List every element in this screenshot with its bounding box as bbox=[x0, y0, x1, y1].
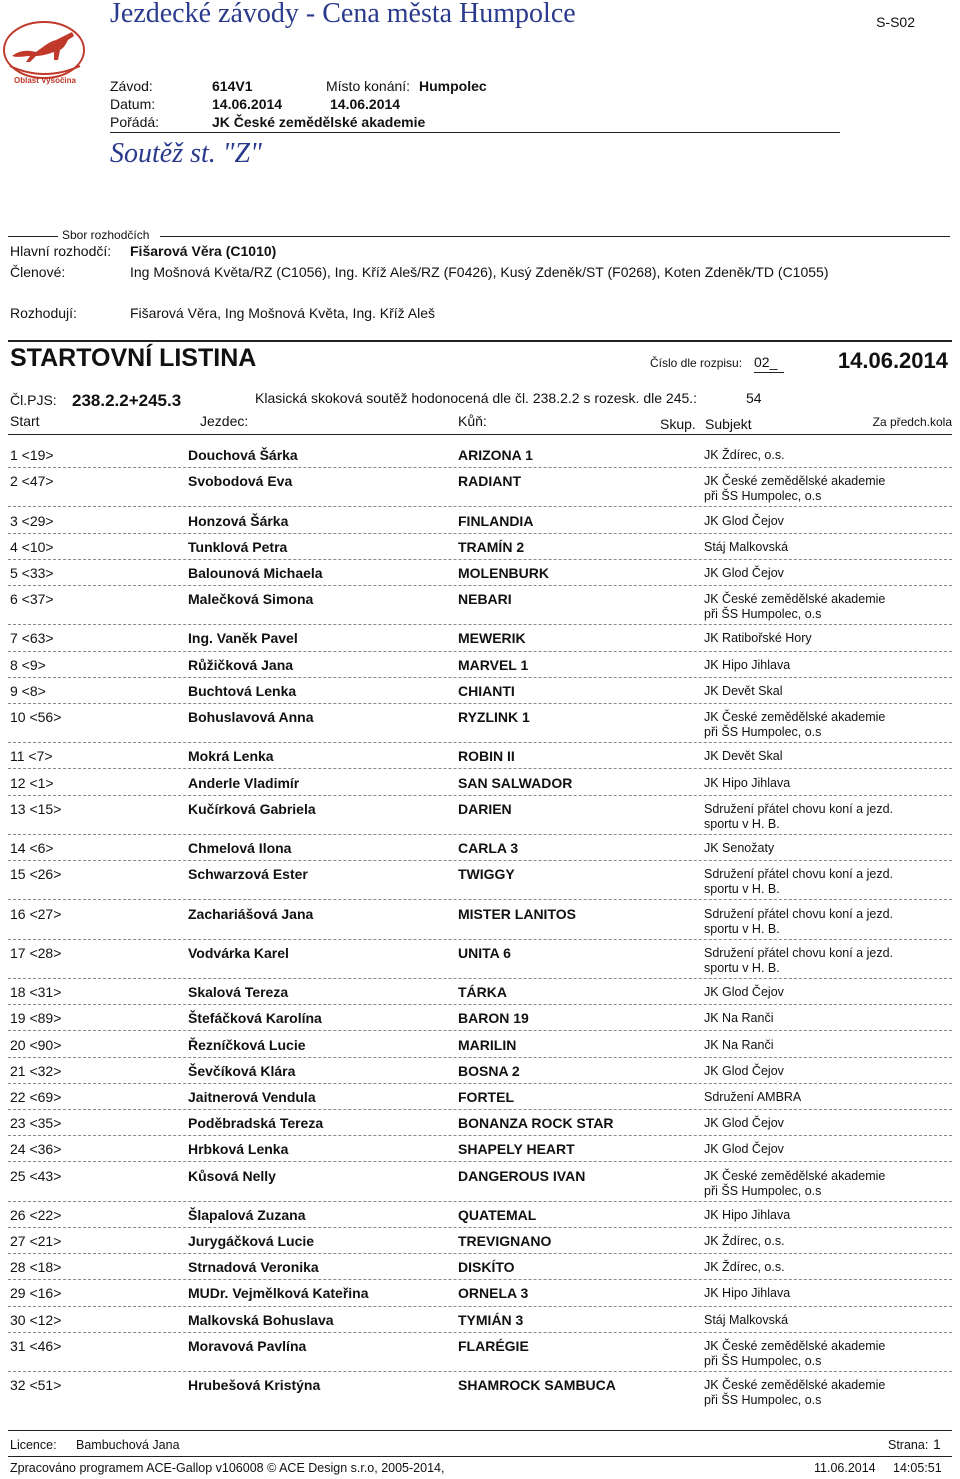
start-number: 17 <28> bbox=[10, 944, 62, 961]
rider-name: Malkovská Bohuslava bbox=[188, 1311, 334, 1328]
club-name bbox=[704, 631, 812, 646]
horse-name: BOSNA 2 bbox=[458, 1062, 520, 1079]
club-line: JK České zemědělské akademie bbox=[704, 710, 886, 724]
software-credit: Zpracováno programem ACE-Gallop v106008 © ACE Design s.r.o, 2005-2014, bbox=[10, 1461, 445, 1475]
rider-name: Strnadová Veronika bbox=[188, 1259, 319, 1276]
rider-name: Malečková Simona bbox=[188, 591, 314, 608]
club-line: sportu v H. B. bbox=[704, 960, 780, 975]
club-name bbox=[704, 1169, 885, 1199]
horse-name: MEWERIK bbox=[458, 630, 526, 647]
rider-name: Šlapalová Zuzana bbox=[188, 1206, 306, 1223]
print-date: 11.06.2014 bbox=[814, 1461, 876, 1475]
horse-name: TYMIÁN 3 bbox=[458, 1311, 524, 1328]
horse-name: DISKÍTO bbox=[458, 1259, 515, 1276]
club-name bbox=[704, 1286, 790, 1301]
start-number: 25 <43> bbox=[10, 1167, 62, 1184]
row-divider bbox=[8, 1201, 952, 1202]
svg-text:Oblast Vysočina: Oblast Vysočina bbox=[14, 76, 76, 85]
club-name bbox=[704, 1234, 785, 1249]
row-divider bbox=[8, 1279, 952, 1280]
row-divider bbox=[8, 585, 952, 586]
club-line: JK České zemědělské akademie bbox=[704, 474, 886, 489]
horse-name: ROBIN II bbox=[458, 748, 515, 765]
row-divider bbox=[8, 742, 952, 743]
row-divider bbox=[8, 1030, 952, 1031]
row-divider bbox=[8, 651, 952, 652]
rider-name: Vodvárka Karel bbox=[188, 944, 289, 961]
porada-value: JK České zemědělské akademie bbox=[212, 114, 426, 130]
competition-description: Klasická skoková soutěž hodonocená dle čl. 238.2.2 s rozesk. dle 245.: bbox=[255, 390, 698, 406]
row-divider bbox=[8, 795, 952, 796]
rider-name: Bohuslavová Anna bbox=[188, 709, 314, 725]
horse-name: CHIANTI bbox=[458, 682, 515, 699]
club-line: JK České zemědělské akademie bbox=[704, 1338, 886, 1353]
rider-name: Svobodová Eva bbox=[188, 473, 293, 490]
row-divider bbox=[8, 768, 952, 769]
start-number: 21 <32> bbox=[10, 1062, 62, 1079]
rider-name: Skalová Tereza bbox=[188, 984, 289, 1001]
datum-label: Datum: bbox=[110, 96, 156, 112]
row-divider bbox=[8, 467, 952, 468]
start-number: 16 <27> bbox=[10, 905, 62, 922]
col-previous: Za předch.kola bbox=[872, 415, 952, 429]
start-number: 2 <47> bbox=[10, 473, 54, 490]
row-divider bbox=[8, 1253, 952, 1254]
row-divider bbox=[8, 1332, 952, 1333]
col-subject: Subjekt bbox=[705, 416, 752, 432]
club-line: JK Na Ranči bbox=[704, 1037, 774, 1052]
start-number: 28 <18> bbox=[10, 1259, 62, 1276]
row-divider bbox=[8, 834, 952, 835]
club-name bbox=[704, 1090, 801, 1105]
horse-name: BARON 19 bbox=[458, 1010, 529, 1027]
club-name bbox=[704, 592, 885, 622]
start-number: 1 <19> bbox=[10, 447, 54, 463]
horse-name: QUATEMAL bbox=[458, 1206, 537, 1223]
rider-name: Řezníčková Lucie bbox=[188, 1036, 306, 1053]
club-name bbox=[704, 514, 784, 529]
club-line: JK Hipo Jihlava bbox=[704, 1207, 791, 1222]
start-number: 24 <36> bbox=[10, 1141, 62, 1158]
rider-name: Chmelová Ilona bbox=[188, 840, 292, 856]
startlist-date: 14.06.2014 bbox=[837, 348, 948, 373]
start-number: 18 <31> bbox=[10, 984, 62, 1001]
row-divider bbox=[8, 533, 952, 534]
club-line: při ŠS Humpolec, o.s bbox=[704, 607, 822, 622]
club-line: JK Hipo Jihlava bbox=[704, 1286, 791, 1301]
club-line: JK Glod Čejov bbox=[704, 1116, 784, 1131]
start-number: 20 <90> bbox=[10, 1036, 62, 1053]
rider-name: Ing. Vaněk Pavel bbox=[188, 630, 298, 647]
main-judge-value: Fišarová Věra (C1010) bbox=[130, 243, 277, 259]
horse-name: ORNELA 3 bbox=[458, 1285, 529, 1302]
start-number: 11 <7> bbox=[10, 748, 53, 765]
members-value: Ing Mošnová Květa/RZ (C1056), Ing. Kříž Aleš/RZ (F0426), Kusý Zdeněk/ST (F0268), Koten Zdeněk/TD (C1055) bbox=[130, 264, 829, 280]
club-line: JK Ratibořské Hory bbox=[704, 631, 812, 646]
horse-name: DARIEN bbox=[458, 800, 512, 817]
horse-name: TÁRKA bbox=[458, 984, 507, 1001]
row-divider bbox=[8, 978, 952, 979]
club-name bbox=[704, 802, 893, 832]
print-time: 14:05:51 bbox=[893, 1461, 942, 1475]
rider-name: Zachariášová Jana bbox=[188, 905, 314, 922]
row-divider bbox=[8, 939, 952, 940]
rider-name: Moravová Pavlína bbox=[188, 1337, 307, 1354]
page-title: Jezdecké závody - Cena města Humpolce bbox=[110, 0, 576, 29]
rider-name: Kučírková Gabriela bbox=[188, 800, 316, 817]
row-divider bbox=[8, 624, 952, 625]
rider-name: Hrbková Lenka bbox=[188, 1141, 289, 1158]
zavod-value: 614V1 bbox=[212, 78, 253, 94]
rider-name: Štefáčková Karolína bbox=[188, 1010, 322, 1027]
club-name bbox=[704, 1260, 785, 1275]
row-divider bbox=[8, 703, 952, 704]
club-name bbox=[704, 710, 885, 740]
start-number: 9 <8> bbox=[10, 682, 46, 699]
row-divider bbox=[8, 899, 952, 900]
club-line: při ŠS Humpolec, o.s bbox=[704, 489, 822, 504]
horse-name: MISTER LANITOS bbox=[458, 905, 576, 922]
horse-name: SAN SALWADOR bbox=[458, 774, 573, 791]
club-line: Sdružení přátel chovu koní a jezd. bbox=[704, 945, 894, 960]
start-number: 4 <10> bbox=[10, 538, 54, 555]
col-group: Skup. bbox=[660, 416, 696, 432]
row-divider bbox=[8, 677, 952, 678]
club-line: při ŠS Humpolec, o.s bbox=[704, 1353, 822, 1368]
rider-name: Kůsová Nelly bbox=[188, 1167, 276, 1184]
row-divider bbox=[8, 1109, 952, 1110]
horse-name: NEBARI bbox=[458, 591, 512, 608]
start-number: 15 <26> bbox=[10, 866, 62, 883]
club-line: při ŠS Humpolec, o.s bbox=[704, 725, 822, 739]
club-name bbox=[704, 1011, 773, 1026]
club-line: Sdružení přátel chovu koní a jezd. bbox=[704, 867, 894, 882]
startlist-heading: STARTOVNÍ LISTINA bbox=[10, 344, 257, 372]
horse-name: TWIGGY bbox=[458, 866, 515, 883]
club-name bbox=[704, 985, 784, 1000]
zavod-label: Závod: bbox=[110, 78, 153, 94]
club-line: JK Na Ranči bbox=[704, 1011, 774, 1026]
document-code: S-S02 bbox=[876, 14, 915, 30]
misto-value: Humpolec bbox=[419, 78, 487, 94]
row-divider bbox=[8, 1161, 952, 1162]
start-number: 6 <37> bbox=[10, 591, 54, 608]
pjs-value: 238.2.2+245.3 bbox=[72, 391, 182, 410]
rider-name: Jaitnerová Vendula bbox=[188, 1088, 316, 1105]
club-name bbox=[704, 1339, 885, 1369]
horse-name: MOLENBURK bbox=[458, 564, 549, 581]
rider-name: Růžičková Jana bbox=[188, 656, 294, 673]
horse-name: TRAMÍN 2 bbox=[458, 538, 525, 555]
rider-name: Hrubešová Kristýna bbox=[188, 1377, 321, 1394]
start-number: 8 <9> bbox=[10, 656, 46, 673]
row-divider bbox=[8, 1004, 952, 1005]
club-line: JK Ždírec, o.s. bbox=[704, 1234, 785, 1248]
rider-name: Poděbradská Tereza bbox=[188, 1115, 324, 1132]
page-label: Strana: bbox=[888, 1438, 929, 1452]
horse-name: SHAMROCK SAMBUCA bbox=[458, 1377, 616, 1394]
horse-name: ARIZONA 1 bbox=[458, 447, 533, 463]
club-line: při ŠS Humpolec, o.s bbox=[704, 1393, 822, 1408]
row-divider bbox=[8, 1227, 952, 1228]
club-line: sportu v H. B. bbox=[704, 882, 780, 897]
rozpis-number-value: 02_ bbox=[754, 354, 778, 370]
col-rider: Jezdec: bbox=[200, 413, 249, 429]
start-number: 32 <51> bbox=[10, 1377, 62, 1394]
club-name bbox=[704, 1116, 784, 1131]
club-name bbox=[704, 474, 885, 504]
licence-label: Licence: bbox=[10, 1438, 57, 1452]
start-number: 22 <69> bbox=[10, 1088, 62, 1105]
rider-name: Buchtová Lenka bbox=[188, 682, 297, 699]
club-line: JK Glod Čejov bbox=[704, 513, 784, 528]
club-name bbox=[704, 448, 785, 463]
club-name bbox=[704, 776, 790, 791]
club-line: JK České zemědělské akademie bbox=[704, 592, 886, 607]
row-divider bbox=[8, 1306, 952, 1307]
club-line: při ŠS Humpolec, o.s bbox=[704, 1183, 822, 1198]
members-label: Členové: bbox=[10, 264, 66, 280]
rider-name: Ševčíková Klára bbox=[188, 1062, 296, 1079]
row-divider bbox=[8, 506, 952, 507]
start-number: 29 <16> bbox=[10, 1285, 62, 1302]
club-line: JK Devět Skal bbox=[704, 683, 783, 698]
club-name bbox=[704, 1064, 784, 1079]
club-name bbox=[704, 749, 783, 764]
rider-name: MUDr. Vejmělková Kateřina bbox=[188, 1285, 369, 1302]
club-name bbox=[704, 566, 784, 581]
misto-label: Místo konání: bbox=[326, 78, 411, 94]
horse-name: TREVIGNANO bbox=[458, 1233, 552, 1249]
page-value: 1 bbox=[933, 1436, 941, 1452]
deciding-label: Rozhodují: bbox=[10, 305, 77, 321]
horse-name: FORTEL bbox=[458, 1088, 514, 1105]
start-number: 13 <15> bbox=[10, 800, 62, 817]
start-number: 7 <63> bbox=[10, 630, 54, 647]
horse-name: MARILIN bbox=[458, 1036, 517, 1053]
rider-name: Jurygáčková Lucie bbox=[188, 1233, 315, 1249]
deciding-value: Fišarová Věra, Ing Mošnová Květa, Ing. Kříž Aleš bbox=[130, 305, 436, 321]
pjs-label: Čl.PJS: bbox=[10, 392, 57, 408]
start-number: 14 <6> bbox=[10, 840, 54, 856]
club-line: Stáj Malkovská bbox=[704, 539, 789, 554]
club-name bbox=[704, 684, 783, 699]
datum-from: 14.06.2014 bbox=[212, 96, 283, 112]
start-number: 23 <35> bbox=[10, 1115, 62, 1132]
club-line: sportu v H. B. bbox=[704, 816, 780, 831]
club-line: JK České zemědělské akademie bbox=[704, 1168, 886, 1183]
club-name bbox=[704, 867, 893, 897]
club-line: JK Hipo Jihlava bbox=[704, 775, 791, 790]
club-name bbox=[704, 1313, 788, 1328]
club-line: Stáj Malkovská bbox=[704, 1312, 789, 1327]
horse-name: BONANZA ROCK STAR bbox=[458, 1115, 614, 1132]
club-line: JK Glod Čejov bbox=[704, 1063, 784, 1078]
row-divider bbox=[8, 1057, 952, 1058]
club-line: JK Glod Čejov bbox=[704, 1142, 784, 1157]
start-number: 12 <1> bbox=[10, 774, 54, 791]
club-name bbox=[704, 658, 790, 673]
competitor-count: 54 bbox=[746, 390, 762, 406]
rider-name: Douchová Šárka bbox=[188, 447, 298, 463]
horse-name: RADIANT bbox=[458, 473, 521, 490]
start-number: 26 <22> bbox=[10, 1206, 62, 1223]
horse-name: RYZLINK 1 bbox=[458, 709, 530, 725]
horse-name: UNITA 6 bbox=[458, 944, 511, 961]
row-divider bbox=[8, 1135, 952, 1136]
horse-name: DANGEROUS IVAN bbox=[458, 1167, 586, 1184]
club-name bbox=[704, 1038, 773, 1053]
start-number: 31 <46> bbox=[10, 1337, 62, 1354]
main-judge-label: Hlavní rozhodčí: bbox=[10, 243, 112, 259]
rider-name: Honzová Šárka bbox=[188, 512, 289, 529]
club-line: JK Ždírec, o.s. bbox=[704, 448, 785, 462]
club-name bbox=[704, 841, 774, 856]
rider-name: Schwarzová Ester bbox=[188, 866, 308, 883]
rozpis-number-label: Číslo dle rozpisu: bbox=[650, 356, 743, 370]
club-name bbox=[704, 540, 788, 555]
competition-name: Soutěž st. "Z" bbox=[110, 138, 262, 169]
row-divider bbox=[8, 559, 952, 560]
start-number: 30 <12> bbox=[10, 1311, 62, 1328]
row-divider bbox=[8, 1083, 952, 1084]
club-name bbox=[704, 1208, 790, 1223]
club-line: Sdružení přátel chovu koní a jezd. bbox=[704, 801, 894, 816]
club-line: JK České zemědělské akademie bbox=[704, 1378, 886, 1393]
horse-name: CARLA 3 bbox=[458, 840, 519, 856]
datum-to: 14.06.2014 bbox=[330, 96, 401, 112]
start-number: 5 <33> bbox=[10, 564, 54, 581]
club-name bbox=[704, 907, 893, 937]
club-line: JK Glod Čejov bbox=[704, 565, 784, 580]
club-line: JK Hipo Jihlava bbox=[704, 657, 791, 672]
horse-name: SHAPELY HEART bbox=[458, 1141, 575, 1158]
club-name bbox=[704, 946, 893, 976]
horse-logo-icon bbox=[2, 20, 88, 86]
start-number: 3 <29> bbox=[10, 512, 54, 529]
licence-value: Bambuchová Jana bbox=[76, 1438, 180, 1452]
horse-name: MARVEL 1 bbox=[458, 656, 529, 673]
club-line: Sdružení přátel chovu koní a jezd. bbox=[704, 906, 894, 921]
start-number: 19 <89> bbox=[10, 1010, 62, 1027]
rider-name: Mokrá Lenka bbox=[188, 748, 274, 765]
club-line: sportu v H. B. bbox=[704, 921, 780, 936]
club-line: JK Devět Skal bbox=[704, 749, 783, 764]
rider-name: Balounová Michaela bbox=[188, 564, 323, 581]
club-line: JK Senožaty bbox=[704, 841, 775, 855]
porada-label: Pořádá: bbox=[110, 114, 160, 130]
col-horse: Kůň: bbox=[458, 413, 487, 429]
col-start: Start bbox=[10, 413, 40, 429]
row-divider bbox=[8, 1371, 952, 1372]
rider-name: Tunklová Petra bbox=[188, 538, 288, 555]
club-line: JK Ždírec, o.s. bbox=[704, 1260, 785, 1275]
start-number: 10 <56> bbox=[10, 709, 62, 725]
judges-section-label: Sbor rozhodčích bbox=[62, 228, 150, 242]
horse-name: FINLANDIA bbox=[458, 512, 534, 529]
horse-name: FLARÉGIE bbox=[458, 1337, 529, 1354]
club-name bbox=[704, 1142, 784, 1157]
club-name bbox=[704, 1378, 885, 1408]
start-number: 27 <21> bbox=[10, 1233, 62, 1249]
club-line: Sdružení AMBRA bbox=[704, 1089, 802, 1104]
rider-name: Anderle Vladimír bbox=[188, 774, 300, 791]
row-divider bbox=[8, 860, 952, 861]
club-line: JK Glod Čejov bbox=[704, 985, 784, 1000]
